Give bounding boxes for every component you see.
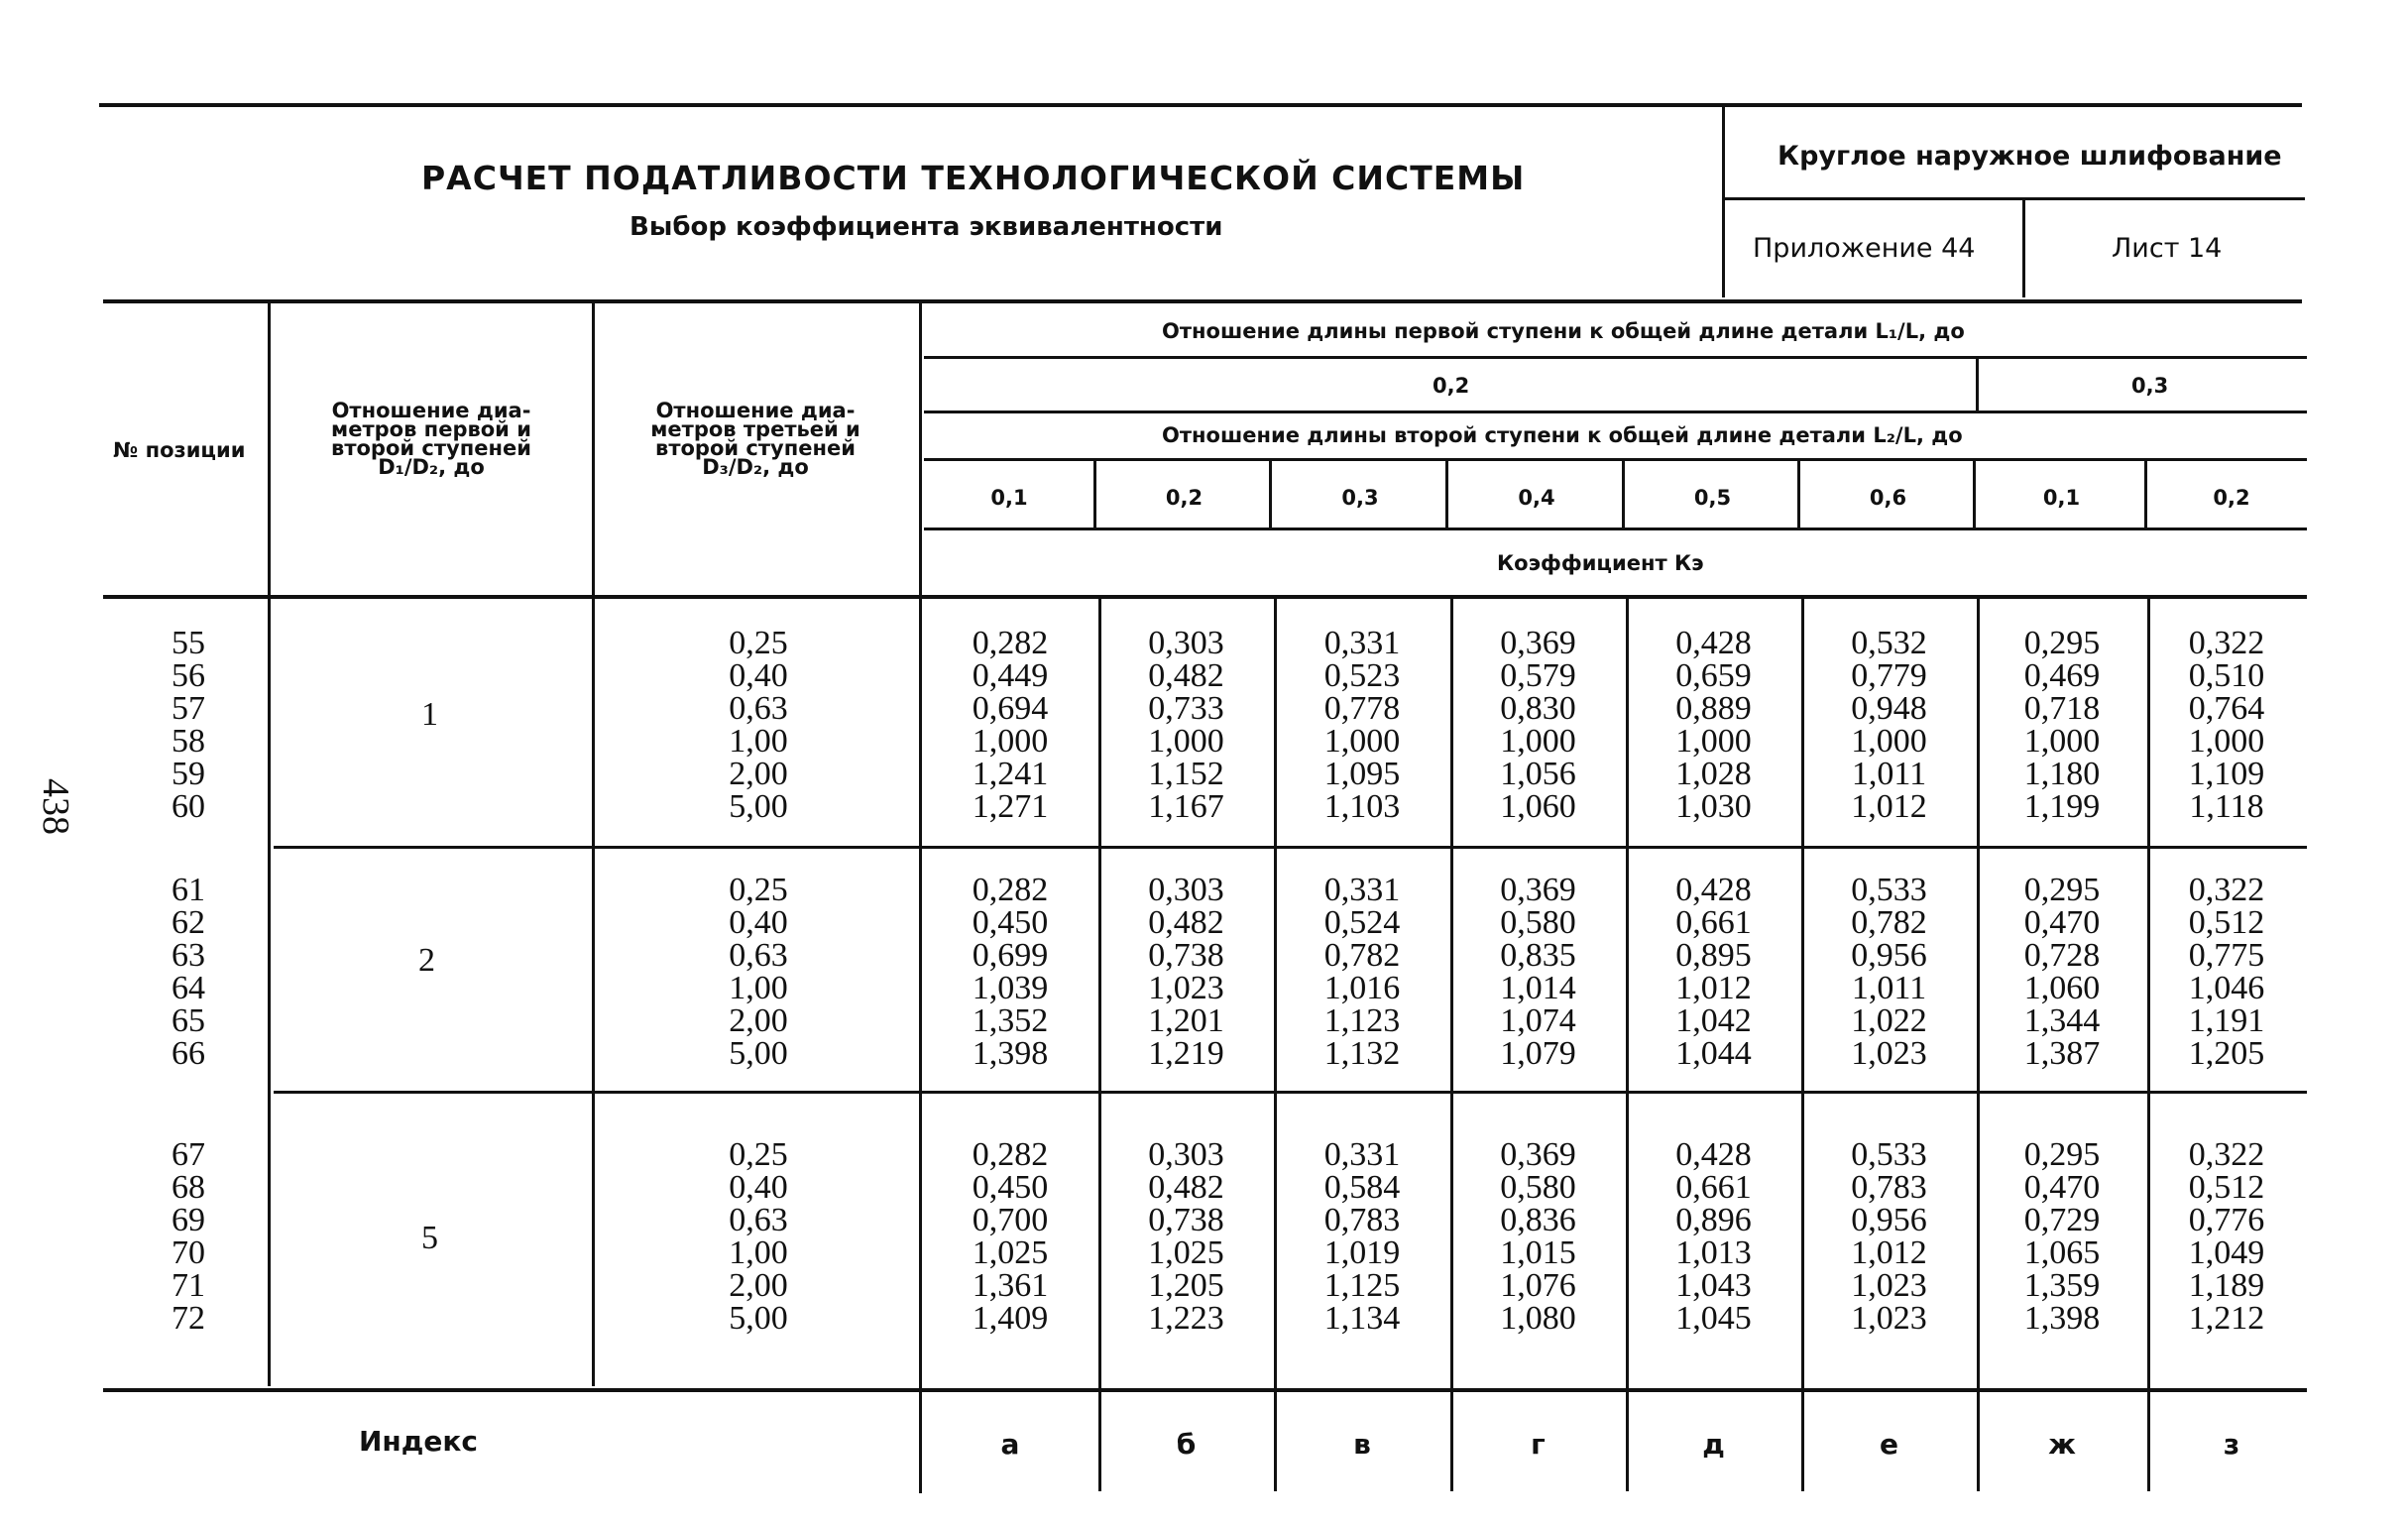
coef-cell: 0,694 <box>972 690 1049 727</box>
coef-cell: 1,011 <box>1851 756 1927 792</box>
coef-cell: 0,482 <box>1148 657 1224 694</box>
d3d2-cell: 1,00 <box>729 970 788 1006</box>
coef-cell: 1,205 <box>2188 1035 2265 1072</box>
coef-cell: 1,079 <box>1500 1035 1576 1072</box>
d3d2-col <box>704 627 813 823</box>
coef-cell: 0,779 <box>1851 657 1927 694</box>
coef-cell: 0,428 <box>1675 625 1752 661</box>
coef-cell: 1,000 <box>972 723 1049 760</box>
coef-cell: 1,352 <box>972 1002 1049 1039</box>
d3d2-cell: 0,40 <box>729 904 788 941</box>
coef-cell: 1,014 <box>1500 970 1576 1006</box>
index-label: Индекс <box>359 1425 478 1458</box>
coef-cell: 1,000 <box>1148 723 1224 760</box>
coef-cell: 0,322 <box>2188 872 2265 908</box>
coef-cell: 0,470 <box>2023 1169 2101 1206</box>
vline-position <box>268 303 271 1386</box>
coef-column <box>1450 874 1626 1070</box>
coef-cell: 0,512 <box>2188 904 2265 941</box>
coef-cell: 0,369 <box>1500 1136 1576 1173</box>
d3d2-cell: 0,63 <box>729 937 788 974</box>
coef-column <box>2147 874 2306 1070</box>
coef-cell: 0,469 <box>2023 657 2101 694</box>
coef-cell: 0,738 <box>1148 1202 1224 1238</box>
coef-cell: 1,042 <box>1675 1002 1752 1039</box>
coef-column <box>1450 1138 1626 1335</box>
coef-cell: 0,524 <box>1323 904 1401 941</box>
position-cell: 56 <box>172 657 205 694</box>
d3d2-cell: 2,00 <box>729 756 788 792</box>
l2-value: 0,6 <box>1869 486 1907 510</box>
l2-value: 0,5 <box>1693 486 1732 510</box>
coef-cell: 1,000 <box>1500 723 1576 760</box>
position-cell: 62 <box>172 904 205 941</box>
index-letter: б <box>1176 1428 1197 1461</box>
d3d2-cell: 0,25 <box>729 1136 788 1173</box>
coef-cell: 1,387 <box>2023 1035 2101 1072</box>
coef-cell: 0,830 <box>1500 690 1576 727</box>
d3d2-cell: 1,00 <box>729 723 788 760</box>
coef-cell: 1,118 <box>2189 788 2264 825</box>
coef-column <box>1274 627 1450 823</box>
coef-cell: 1,065 <box>2023 1234 2101 1271</box>
coef-cell: 1,223 <box>1148 1300 1224 1337</box>
coef-cell: 1,060 <box>1500 788 1576 825</box>
coef-cell: 0,956 <box>1851 1202 1927 1238</box>
d3d2-cell: 0,40 <box>729 1169 788 1206</box>
d1d2-value: 1 <box>421 696 438 733</box>
l1-header: Отношение длины первой ступени к общей длине детали L₁/L, до <box>1162 319 1965 343</box>
coef-cell: 1,056 <box>1500 756 1576 792</box>
coef-cell: 0,778 <box>1323 690 1401 727</box>
coef-cell: 1,044 <box>1675 1035 1752 1072</box>
l1-values-rule <box>924 411 2307 413</box>
coef-cell: 1,344 <box>2023 1002 2101 1039</box>
index-letter: ж <box>2048 1428 2076 1461</box>
coef-cell: 1,080 <box>1500 1300 1576 1337</box>
l1-header-rule <box>924 356 2307 359</box>
coef-cell: 1,152 <box>1148 756 1224 792</box>
position-cell: 58 <box>172 723 205 760</box>
coef-cell: 1,361 <box>972 1267 1049 1304</box>
d3d2-cell: 2,00 <box>729 1002 788 1039</box>
coef-column <box>922 874 1098 1070</box>
coef-cell: 0,282 <box>972 1136 1049 1173</box>
coef-cell: 0,532 <box>1851 625 1927 661</box>
coef-cell: 0,295 <box>2023 1136 2101 1173</box>
coef-cell: 1,359 <box>2023 1267 2101 1304</box>
coef-cell: 1,023 <box>1851 1267 1927 1304</box>
l2-header: Отношение длины второй ступени к общей длине детали L₂/L, до <box>1162 423 1963 447</box>
coef-cell: 1,000 <box>1851 723 1927 760</box>
position-cell: 72 <box>172 1300 205 1337</box>
coef-cell: 1,000 <box>2023 723 2101 760</box>
coef-cell: 0,482 <box>1148 1169 1224 1206</box>
coef-cell: 0,523 <box>1323 657 1401 694</box>
coef-cell: 1,398 <box>2023 1300 2101 1337</box>
coef-column <box>1274 1138 1450 1335</box>
coef-cell: 0,303 <box>1148 872 1224 908</box>
coef-cell: 0,580 <box>1500 904 1576 941</box>
coef-cell: 1,045 <box>1675 1300 1752 1337</box>
l1-value-0-2: 0,2 <box>1433 374 1470 398</box>
d3d2-cell: 5,00 <box>729 788 788 825</box>
coef-cell: 1,109 <box>2188 756 2265 792</box>
page-subtitle: Выбор коэффициента эквивалентности <box>630 212 1223 242</box>
header-top-rule <box>99 103 2302 107</box>
coef-cell: 1,205 <box>1148 1267 1224 1304</box>
coef-cell: 0,948 <box>1851 690 1927 727</box>
position-cell: 63 <box>172 937 205 974</box>
coef-cell: 1,201 <box>1148 1002 1224 1039</box>
coef-cell: 0,699 <box>972 937 1049 974</box>
coef-cell: 1,025 <box>972 1234 1049 1271</box>
index-letter: в <box>1353 1428 1371 1461</box>
l2-value: 0,1 <box>2042 486 2081 510</box>
coef-cell: 0,579 <box>1500 657 1576 694</box>
coef-cell: 1,398 <box>972 1035 1049 1072</box>
d3d2-header: Отношение диа- метров третьей и второй ступеней D₃/D₂, до <box>650 399 860 479</box>
coef-column <box>922 627 1098 823</box>
group-rule-2 <box>274 1091 2307 1094</box>
coef-cell: 0,322 <box>2188 1136 2265 1173</box>
coef-cell: 1,134 <box>1323 1300 1401 1337</box>
coef-cell: 0,295 <box>2023 872 2101 908</box>
coef-cell: 0,533 <box>1851 872 1927 908</box>
positions-col <box>149 627 228 823</box>
table-top-rule <box>103 299 2302 303</box>
d1d2-value: 5 <box>421 1220 438 1256</box>
coef-cell: 1,012 <box>1851 788 1927 825</box>
l2-value: 0,1 <box>990 486 1028 510</box>
position-cell: 70 <box>172 1234 205 1271</box>
coef-cell: 0,322 <box>2188 625 2265 661</box>
coef-cell: 0,956 <box>1851 937 1927 974</box>
coef-cell: 0,303 <box>1148 625 1224 661</box>
d1d2-header: Отношение диа- метров первой и второй ступеней D₁/D₂, до <box>331 399 531 479</box>
coef-cell: 0,282 <box>972 625 1049 661</box>
coef-cell: 0,775 <box>2188 937 2265 974</box>
coef-column <box>1801 1138 1977 1335</box>
coef-cell: 1,043 <box>1675 1267 1752 1304</box>
coef-column <box>1450 627 1626 823</box>
coef-cell: 1,022 <box>1851 1002 1927 1039</box>
d3d2-cell: 5,00 <box>729 1300 788 1337</box>
coef-cell: 0,533 <box>1851 1136 1927 1173</box>
coef-cell: 0,729 <box>2023 1202 2101 1238</box>
coef-cell: 0,836 <box>1500 1202 1576 1238</box>
l2-value: 0,2 <box>1165 486 1204 510</box>
coef-cell: 0,428 <box>1675 872 1752 908</box>
coef-cell: 1,011 <box>1851 970 1927 1006</box>
index-letter: д <box>1702 1428 1725 1461</box>
coef-cell: 1,409 <box>972 1300 1049 1337</box>
coef-cell: 1,095 <box>1323 756 1401 792</box>
position-cell: 69 <box>172 1202 205 1238</box>
positions-col <box>149 874 228 1070</box>
coef-cell: 0,661 <box>1675 1169 1752 1206</box>
coef-cell: 0,733 <box>1148 690 1224 727</box>
coef-column <box>1977 627 2147 823</box>
l2-value: 0,3 <box>1341 486 1379 510</box>
coef-cell: 1,023 <box>1851 1035 1927 1072</box>
d3d2-cell: 0,63 <box>729 1202 788 1238</box>
coef-cell: 1,123 <box>1323 1002 1401 1039</box>
coef-cell: 0,764 <box>2188 690 2265 727</box>
coef-cell: 0,783 <box>1323 1202 1401 1238</box>
d3d2-col <box>704 874 813 1070</box>
coef-cell: 0,512 <box>2188 1169 2265 1206</box>
coef-cell: 0,450 <box>972 1169 1049 1206</box>
coef-cell: 1,015 <box>1500 1234 1576 1271</box>
coef-column <box>1977 874 2147 1070</box>
page-number: 438 <box>35 778 76 835</box>
d3d2-cell: 5,00 <box>729 1035 788 1072</box>
d3d2-cell: 2,00 <box>729 1267 788 1304</box>
coef-cell: 1,000 <box>2188 723 2265 760</box>
coef-cell: 0,331 <box>1323 1136 1401 1173</box>
coef-cell: 1,076 <box>1500 1267 1576 1304</box>
coef-cell: 1,025 <box>1148 1234 1224 1271</box>
coef-cell: 1,074 <box>1500 1002 1576 1039</box>
position-cell: 55 <box>172 625 205 661</box>
l2-value: 0,2 <box>2213 486 2250 510</box>
coef-cell: 0,449 <box>972 657 1049 694</box>
header-mid-rule <box>1722 197 2305 200</box>
coef-cell: 0,782 <box>1323 937 1401 974</box>
coef-column <box>1626 627 1801 823</box>
coef-cell: 1,046 <box>2188 970 2265 1006</box>
position-cell: 67 <box>172 1136 205 1173</box>
coef-cell: 1,167 <box>1148 788 1224 825</box>
coef-cell: 0,331 <box>1323 625 1401 661</box>
group-rule-1 <box>274 846 2307 849</box>
coef-column <box>1977 1138 2147 1335</box>
coef-cell: 0,331 <box>1323 872 1401 908</box>
coef-cell: 1,000 <box>1675 723 1752 760</box>
coef-column <box>1801 874 1977 1070</box>
coefficient-header: Коэффициент Кэ <box>1497 551 1704 575</box>
d3d2-cell: 0,25 <box>729 625 788 661</box>
d3d2-cell: 1,00 <box>729 1234 788 1271</box>
position-cell: 68 <box>172 1169 205 1206</box>
coef-cell: 0,295 <box>2023 625 2101 661</box>
d3d2-col <box>704 1138 813 1335</box>
coef-cell: 1,023 <box>1851 1300 1927 1337</box>
vline-d1d2 <box>592 303 595 1386</box>
coef-cell: 0,470 <box>2023 904 2101 941</box>
coef-cell: 1,016 <box>1323 970 1401 1006</box>
coef-column <box>2147 1138 2306 1335</box>
category-label: Круглое наружное шлифование <box>1777 141 2282 172</box>
vline-l1-split <box>1976 359 1979 411</box>
coef-cell: 1,060 <box>2023 970 2101 1006</box>
position-cell: 71 <box>172 1267 205 1304</box>
coef-cell: 1,241 <box>972 756 1049 792</box>
position-cell: 64 <box>172 970 205 1006</box>
l1-value-0-3: 0,3 <box>2131 374 2169 398</box>
d1d2-value: 2 <box>418 942 435 979</box>
coef-cell: 0,661 <box>1675 904 1752 941</box>
coef-column <box>1098 874 1274 1070</box>
coef-cell: 1,023 <box>1148 970 1224 1006</box>
index-letter: з <box>2223 1428 2240 1461</box>
coef-cell: 0,482 <box>1148 904 1224 941</box>
coef-cell: 1,199 <box>2023 788 2101 825</box>
coef-cell: 0,510 <box>2188 657 2265 694</box>
position-cell: 59 <box>172 756 205 792</box>
coef-cell: 1,191 <box>2188 1002 2265 1039</box>
coef-cell: 0,303 <box>1148 1136 1224 1173</box>
position-cell: 61 <box>172 872 205 908</box>
d3d2-cell: 0,25 <box>729 872 788 908</box>
l2-header-rule <box>924 458 2307 461</box>
coef-cell: 0,895 <box>1675 937 1752 974</box>
coef-cell: 1,019 <box>1323 1234 1401 1271</box>
coef-cell: 1,189 <box>2188 1267 2265 1304</box>
coef-cell: 1,030 <box>1675 788 1752 825</box>
coef-cell: 1,219 <box>1148 1035 1224 1072</box>
index-letter: г <box>1531 1428 1546 1461</box>
coef-column <box>1626 1138 1801 1335</box>
positions-col <box>149 1138 228 1335</box>
coef-cell: 0,889 <box>1675 690 1752 727</box>
coef-column <box>1274 874 1450 1070</box>
coef-cell: 1,049 <box>2188 1234 2265 1271</box>
coef-cell: 1,180 <box>2023 756 2101 792</box>
coef-cell: 0,835 <box>1500 937 1576 974</box>
index-letter: а <box>1000 1428 1020 1461</box>
coef-column <box>2147 627 2306 823</box>
coef-cell: 1,103 <box>1323 788 1401 825</box>
coef-cell: 1,013 <box>1675 1234 1752 1271</box>
coef-cell: 0,776 <box>2188 1202 2265 1238</box>
coef-cell: 0,700 <box>972 1202 1049 1238</box>
coef-cell: 0,428 <box>1675 1136 1752 1173</box>
coef-cell: 0,728 <box>2023 937 2101 974</box>
coef-column <box>1801 627 1977 823</box>
position-cell: 57 <box>172 690 205 727</box>
l2-value: 0,4 <box>1518 486 1555 510</box>
appendix-divider <box>2022 197 2025 297</box>
sheet-label: Лист 14 <box>2112 233 2223 264</box>
header-divider <box>1722 107 1725 297</box>
coef-column <box>1098 1138 1274 1335</box>
coef-cell: 0,369 <box>1500 625 1576 661</box>
coef-cell: 1,039 <box>972 970 1049 1006</box>
coef-cell: 1,132 <box>1323 1035 1401 1072</box>
position-header: № позиции <box>113 438 246 462</box>
coef-cell: 0,718 <box>2023 690 2101 727</box>
coef-cell: 0,659 <box>1675 657 1752 694</box>
coef-cell: 0,369 <box>1500 872 1576 908</box>
page-title: РАСЧЕТ ПОДАТЛИВОСТИ ТЕХНОЛОГИЧЕСКОЙ СИСТЕМЫ <box>421 159 1526 197</box>
coef-column <box>1098 627 1274 823</box>
coef-column <box>1626 874 1801 1070</box>
d3d2-cell: 0,63 <box>729 690 788 727</box>
coef-column <box>922 1138 1098 1335</box>
appendix-label: Приложение 44 <box>1753 233 1976 264</box>
coef-cell: 0,782 <box>1851 904 1927 941</box>
coef-cell: 0,783 <box>1851 1169 1927 1206</box>
l2-values-rule <box>924 528 2307 530</box>
coef-cell: 1,000 <box>1323 723 1401 760</box>
position-cell: 60 <box>172 788 205 825</box>
coef-cell: 1,212 <box>2188 1300 2265 1337</box>
coef-cell: 0,584 <box>1323 1169 1401 1206</box>
d3d2-cell: 0,40 <box>729 657 788 694</box>
coef-cell: 1,271 <box>972 788 1049 825</box>
coef-cell: 0,580 <box>1500 1169 1576 1206</box>
coef-cell: 1,028 <box>1675 756 1752 792</box>
position-cell: 65 <box>172 1002 205 1039</box>
index-letter: е <box>1880 1428 1898 1461</box>
coef-cell: 1,012 <box>1851 1234 1927 1271</box>
position-cell: 66 <box>172 1035 205 1072</box>
coef-cell: 1,125 <box>1323 1267 1401 1304</box>
coef-cell: 1,012 <box>1675 970 1752 1006</box>
coef-cell: 0,450 <box>972 904 1049 941</box>
coef-cell: 0,896 <box>1675 1202 1752 1238</box>
coef-cell: 0,282 <box>972 872 1049 908</box>
coef-cell: 0,738 <box>1148 937 1224 974</box>
